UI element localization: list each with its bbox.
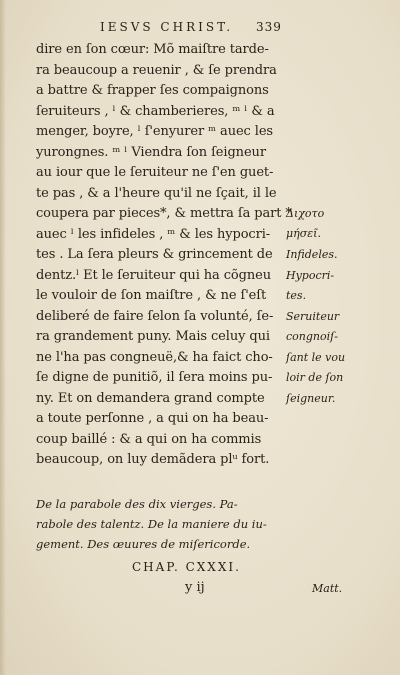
text-line: a toute perſonne , a qui on ha beau- (36, 411, 269, 426)
text-line: auec ˡ les infideles , ᵐ & les hypocri- (36, 226, 271, 242)
margin-note-infideles: Infideles. (286, 248, 338, 261)
running-head-title: IESVS CHRIST. (100, 20, 234, 34)
margin-note-hypocrites-2: tes. (286, 289, 307, 302)
margin-note-seruiteur-1: Seruiteur (286, 310, 340, 323)
text-line: ra beaucoup a reuenir , & ſe prendra (36, 62, 277, 78)
margin-note-greek-1: Διχοτο (286, 207, 325, 220)
margin-note-hypocrites-1: Hypocri- (286, 269, 335, 282)
catchword: Matt. (312, 582, 343, 595)
text-line: a battre & frapper ſes compaignons (36, 83, 269, 98)
margin-note-seruiteur-5: ſeigneur. (286, 392, 336, 405)
text-line: yurongnes. ᵐ ˡ Viendra ſon ſeigneur (36, 144, 266, 160)
text-line: dire en ſon cœur: Mõ maiſtre tarde- (36, 42, 269, 57)
text-line: coupera par pieces*, & mettra ſa part * (36, 206, 292, 221)
chapter-summary (36, 494, 366, 554)
text-line: ſe digne de punitiõ, il ſera moins pu- (36, 370, 273, 385)
text-line: tes . La ſera pleurs & grincement de (36, 247, 273, 262)
margin-note-greek-2: μήσεῖ. (286, 227, 321, 240)
text-line: le vouloir de ſon maiſtre , & ne ſ'eſt (36, 288, 267, 303)
text-line: coup baillé : & a qui on ha commis (36, 431, 262, 447)
text-line: ne l'ha pas congneuë,& ha faict cho- (36, 349, 273, 365)
page-number: 339 (256, 20, 282, 34)
text-line: dentz.ˡ Et le ſeruiteur qui ha cõgneu (36, 267, 272, 283)
summary-line: gement. Des œuures de miſericorde. (36, 537, 251, 551)
signature-mark: y ij (185, 580, 205, 595)
margin-note-seruiteur-2: congnoiſ- (286, 330, 338, 343)
text-line: menger, boyre, ˡ ſ'enyurer ᵐ auec les (36, 124, 273, 139)
chapter-heading: CHAP. CXXXI. (132, 560, 241, 574)
summary-line: rabole des talentz. De la maniere du iu- (36, 517, 267, 531)
text-line: au iour que le ſeruiteur ne ſ'en guet- (36, 165, 274, 180)
text-line: ra grandement puny. Mais celuy qui (36, 329, 270, 344)
text-line: ſeruiteurs , ˡ & chamberieres, ᵐ ˡ & a (36, 103, 275, 119)
text-line: ny. Et on demandera grand compte (36, 390, 265, 406)
text-line: beaucoup, on luy demãdera plᵘ fort. (36, 452, 270, 467)
text-line: deliberé de faire ſelon ſa volunté, ſe- (36, 308, 274, 324)
margin-note-seruiteur-4: loir de ſon (286, 371, 344, 384)
summary-line: De la parabole des dix vierges. Pa- (36, 497, 238, 511)
text-line: te pas , & a l'heure qu'il ne ſçait, il le (36, 185, 277, 201)
main-text-block (36, 40, 306, 471)
margin-note-seruiteur-3: ſant le vou (286, 351, 346, 364)
